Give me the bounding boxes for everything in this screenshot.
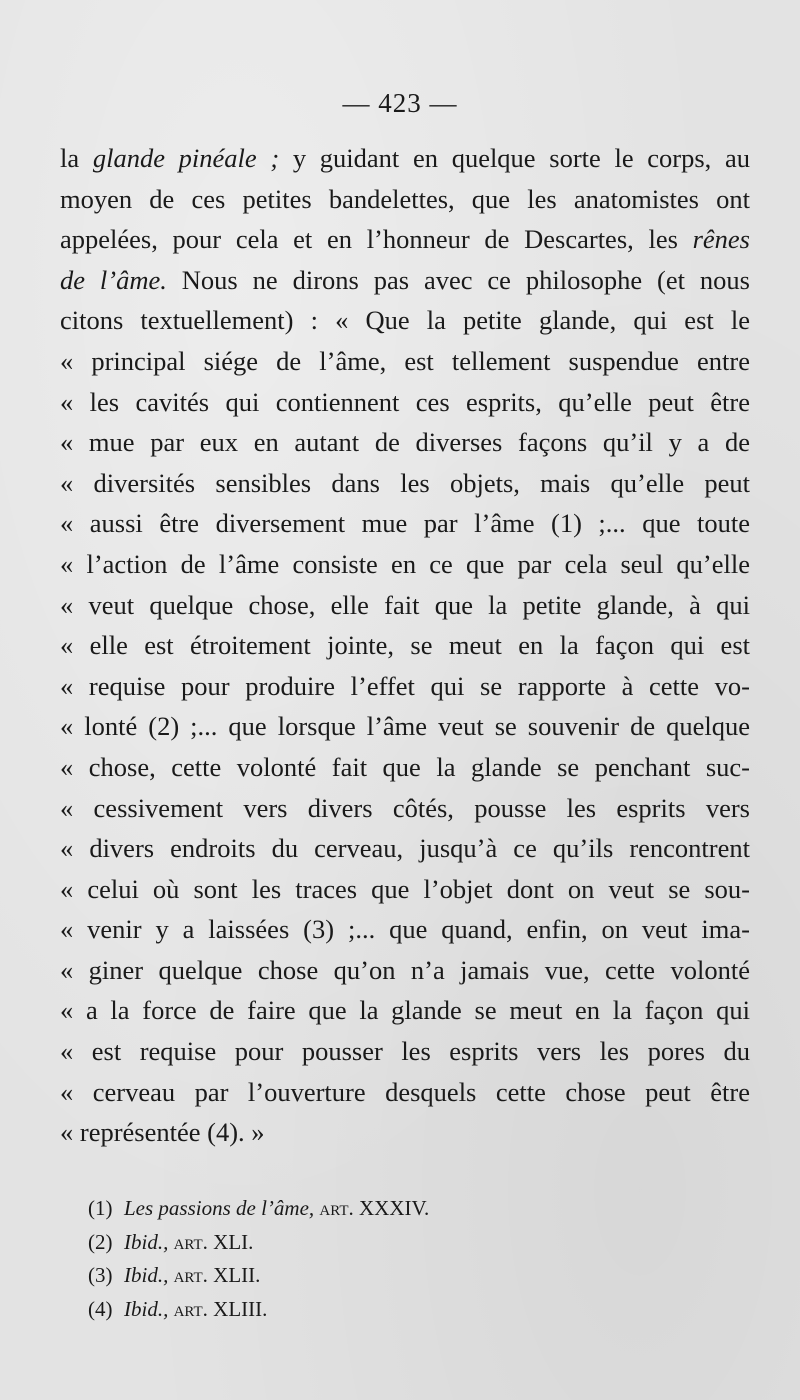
- footnote-ref: (4): [88, 1296, 113, 1321]
- text-line: « principal siége de l’âme, est tellement suspendue entre: [60, 345, 750, 376]
- text-line: « elle est étroitement jointe, se meut en la façon qui est: [60, 630, 750, 661]
- text-line: citons textuellement) : « Que la petite glande, qui est le: [60, 305, 750, 336]
- text-line: « les cavités qui contiennent ces esprits, qu’elle peut être: [60, 386, 750, 417]
- text-line: de l’âme. Nous ne dirons pas avec ce philosophe (et nous: [60, 264, 750, 295]
- text-line: « cerveau par l’ouverture desquels cette chose peut être: [60, 1076, 750, 1107]
- text-line: « veut quelque chose, elle fait que la petite glande, à qui: [60, 589, 750, 620]
- text-line: « est requise pour pousser les esprits vers les pores du: [60, 1036, 750, 1067]
- text-line: « cessivement vers divers côtés, pousse les esprits vers: [60, 792, 750, 823]
- footnote-ref: (1): [88, 1196, 113, 1220]
- text-line: « requise pour produire l’effet qui se rapporte à cette vo-: [60, 670, 750, 701]
- footnote-source: Les passions de l’âme,: [124, 1196, 315, 1220]
- text-line: la glande pinéale ; y guidant en quelque sorte le corps, au: [60, 143, 751, 173]
- text-line: « venir y a laissées (3) ;... que quand, enfin, on veut ima-: [60, 914, 750, 945]
- text-line: « a la force de faire que la glande se meut en la façon qui: [60, 995, 750, 1026]
- footnote-ref: (3): [88, 1263, 113, 1287]
- text-line: appelées, pour cela et en l’honneur de Descartes, les rênes: [60, 224, 750, 255]
- footnote-source: Ibid.,: [124, 1229, 169, 1254]
- text-line: « aussi être diversement mue par l’âme (1) ;... que toute: [60, 508, 750, 539]
- text-line: « lonté (2) ;... que lorsque l’âme veut se souvenir de quelque: [60, 711, 750, 742]
- footnote: [88, 1259, 688, 1293]
- footnote-article: art. XLI.: [173, 1229, 254, 1254]
- body-text: [60, 138, 750, 1153]
- footnote: [88, 1226, 688, 1260]
- text-line: « l’action de l’âme consiste en ce que par cela seul qu’elle: [60, 548, 750, 579]
- text-line: « chose, cette volonté fait que la glande se penchant suc-: [60, 751, 750, 782]
- footnote-article: art. XXXIV.: [319, 1196, 430, 1220]
- text-line: moyen de ces petites bandelettes, que les anatomistes ont: [60, 183, 750, 214]
- page-number: — 423 —: [342, 88, 458, 118]
- footnote-article: art. XLIII.: [173, 1296, 268, 1321]
- text-line: « diversités sensibles dans les objets, mais qu’elle peut: [60, 467, 750, 498]
- text-line: « représentée (4). »: [60, 1117, 265, 1148]
- footnote-article: art. XLII.: [173, 1263, 261, 1287]
- footnote-source: Ibid.,: [124, 1263, 169, 1287]
- text-line: « mue par eux en autant de diverses façons qu’il y a de: [60, 427, 750, 458]
- text-line: « divers endroits du cerveau, jusqu’à ce qu’ils rencontrent: [60, 833, 750, 864]
- footnotes: [88, 1192, 688, 1326]
- footnote: [88, 1293, 688, 1327]
- footnote-ref: (2): [88, 1229, 113, 1254]
- text-line: « celui où sont les traces que l’objet dont on veut se sou-: [60, 873, 750, 904]
- footnote-source: Ibid.,: [124, 1296, 169, 1321]
- text-line: « giner quelque chose qu’on n’a jamais vue, cette volonté: [60, 954, 750, 985]
- footnote: [88, 1192, 688, 1226]
